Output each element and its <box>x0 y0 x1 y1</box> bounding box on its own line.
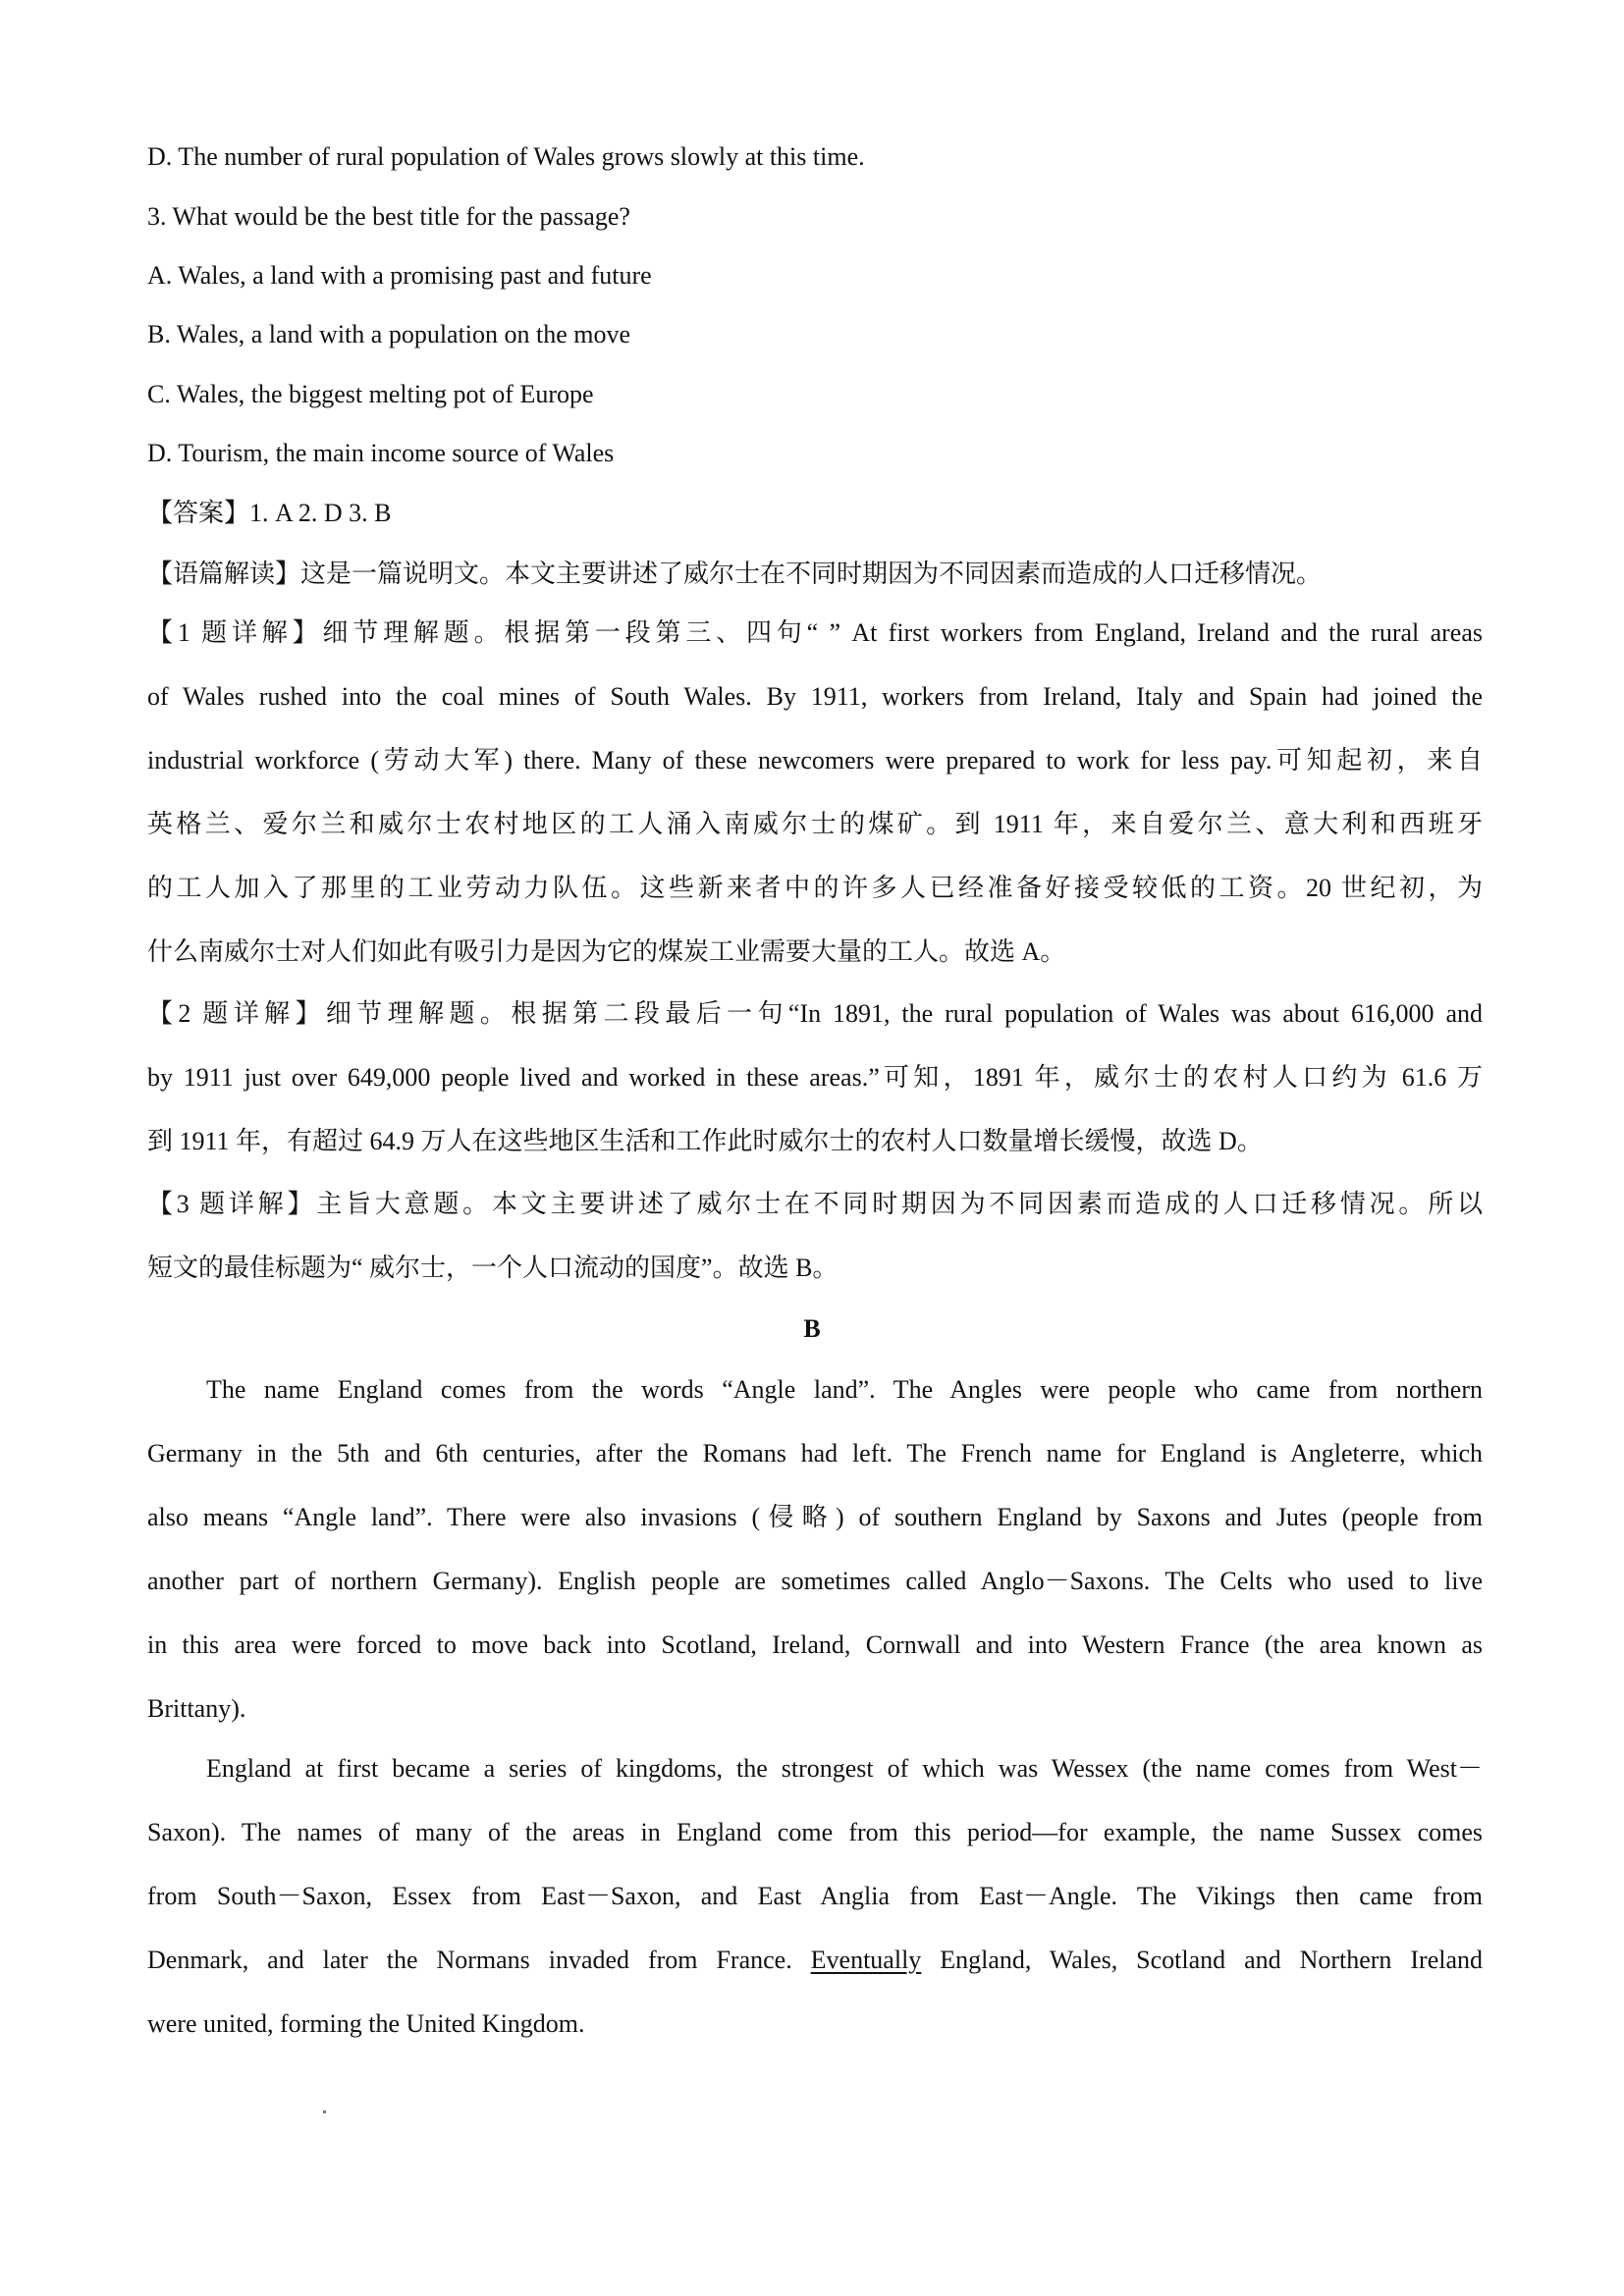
q3-question: 3. What would be the best title for the passage? <box>147 202 630 231</box>
q1-detail-line: 什么南威尔士对人们如此有吸引力是因为它的煤炭工业需要大量的工人。故选 A。 <box>147 937 1066 966</box>
q1-detail-line: 的工人加入了那里的工业劳动力队伍。这些新来者中的许多人已经准备好接受较低的工资。20 世纪初，为 <box>147 874 1483 902</box>
passage-line: Germany in the 5th and 6th centuries, after the Romans had left. The French name for England is Angleterre, which <box>147 1439 1483 1468</box>
scan-speck <box>323 2110 326 2113</box>
q2-detail-line: 到 1911 年，有超过 64.9 万人在这些地区生活和工作此时威尔士的农村人口数量增长缓慢，故选 D。 <box>147 1127 1263 1155</box>
q3-detail-line: 【3 题详解】主旨大意题。本文主要讲述了威尔士在不同时期因为不同因素而造成的人口迁移情况。所以 <box>147 1190 1483 1218</box>
q3-option-a: A. Wales, a land with a promising past and future <box>147 261 652 290</box>
passage-line: another part of northern Germany). English people are sometimes called Anglo－Saxons. The Celts who used to live <box>147 1567 1483 1595</box>
q3-detail-line: 短文的最佳标题为“ 威尔士，一个人口流动的国度”。故选 B。 <box>147 1254 839 1282</box>
section-heading: B <box>803 1314 821 1343</box>
q2-option-d: D. The number of rural population of Wales grows slowly at this time. <box>147 142 865 171</box>
passage-line: were united, forming the United Kingdom. <box>147 2009 585 2038</box>
q3-option-c: C. Wales, the biggest melting pot of Europe <box>147 380 594 408</box>
passage-line: Brittany). <box>147 1694 246 1723</box>
q1-detail-line: industrial workforce (劳动大军) there. Many of these newcomers were prepared to work for less pay.可知起初，来自 <box>147 746 1483 774</box>
q3-option-d: D. Tourism, the main income source of Wales <box>147 439 615 467</box>
passage-line: from South－Saxon, Essex from East－Saxon, and East Anglia from East－Angle. The Vikings then came from <box>147 1882 1483 1910</box>
passage-line <box>147 1948 1483 1973</box>
answer-key: 【答案】1. A 2. D 3. B <box>147 499 392 527</box>
passage-line: in this area were forced to move back into Scotland, Ireland, Cornwall and into Western France (the area known as <box>147 1630 1483 1659</box>
q1-detail-line: of Wales rushed into the coal mines of South Wales. By 1911, workers from Ireland, Italy and Spain had joined the <box>147 682 1483 711</box>
passage-line: Saxon). The names of many of the areas in England come from this period—for example, the name Sussex comes <box>147 1818 1483 1846</box>
passage-text: England, Wales, Scotland and Northern Ireland <box>921 1946 1483 1974</box>
passage-line: The name England comes from the words “Angle land”. The Angles were people who came from northern <box>206 1375 1483 1404</box>
analysis-summary: 【语篇解读】这是一篇说明文。本文主要讲述了威尔士在不同时期因为不同因素而造成的人口迁移情况。 <box>147 560 1323 588</box>
q2-detail-line: 【2 题详解】细节理解题。根据第二段最后一句“In 1891, the rural population of Wales was about 616,000 and <box>147 999 1483 1028</box>
q3-option-b: B. Wales, a land with a population on the move <box>147 320 631 348</box>
q1-detail-line: 【1 题详解】细节理解题。根据第一段第三、四句“ ” At first workers from England, Ireland and the rural areas <box>147 618 1483 647</box>
passage-line: England at first became a series of kingdoms, the strongest of which was Wessex (the name comes from West－ <box>206 1754 1483 1783</box>
q2-detail-line: by 1911 just over 649,000 people lived and worked in these areas.”可知，1891 年，威尔士的农村人口约为 61.6 万 <box>147 1063 1483 1092</box>
underlined-word: Eventually <box>810 1946 922 1974</box>
q1-detail-line: 英格兰、爱尔兰和威尔士农村地区的工人涌入南威尔士的煤矿。到 1911 年，来自爱尔兰、意大利和西班牙 <box>147 810 1483 838</box>
passage-line: also means “Angle land”. There were also invasions (侵略) of southern England by Saxons and Jutes (people from <box>147 1503 1483 1531</box>
passage-text: Denmark, and later the Normans invaded from France. <box>147 1946 811 1974</box>
